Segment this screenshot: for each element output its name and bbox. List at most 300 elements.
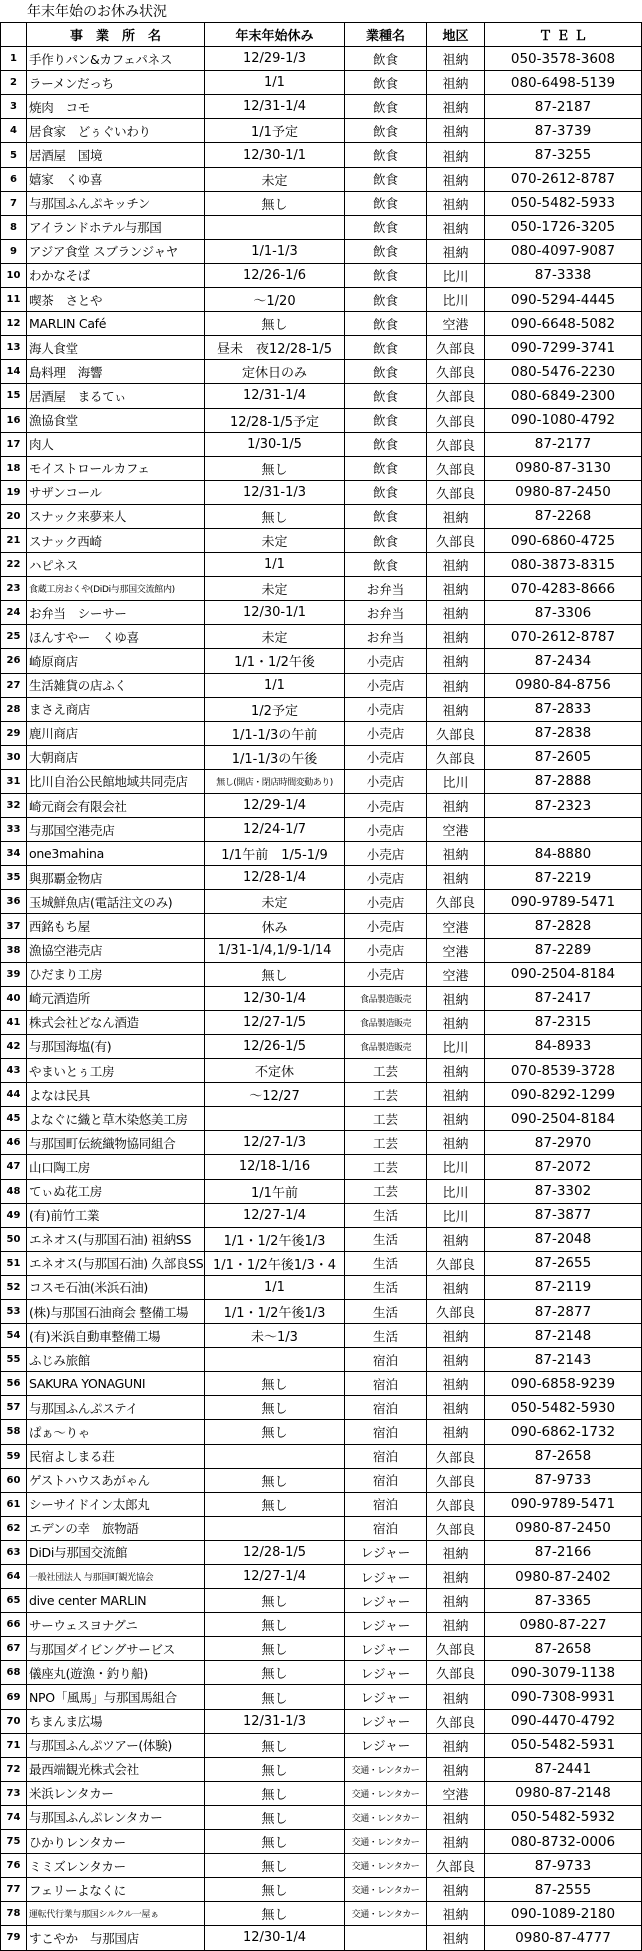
telephone-cell: 87-2119: [485, 1275, 642, 1299]
row-number-cell: 55: [1, 1348, 27, 1372]
business-name-cell: アイランドホテル与那国: [27, 215, 205, 239]
industry-cell: レジャー: [345, 1589, 427, 1613]
business-name-cell: 玉城鮮魚店(電話注文のみ): [27, 890, 205, 914]
holiday-period-cell: 無し: [205, 504, 345, 528]
area-cell: 祖納: [427, 1830, 485, 1854]
industry-cell: 宿泊: [345, 1516, 427, 1540]
table-row: [1, 1661, 642, 1685]
industry-cell: 生活: [345, 1324, 427, 1348]
telephone-cell: 090-6862-1732: [485, 1420, 642, 1444]
table-row: [1, 143, 642, 167]
table-row: [1, 697, 642, 721]
holiday-period-cell: 1/1: [205, 71, 345, 95]
telephone-cell: 090-2504-8184: [485, 1107, 642, 1131]
telephone-cell: 090-6860-4725: [485, 528, 642, 552]
row-number-cell: 15: [1, 384, 27, 408]
telephone-cell: 84-8880: [485, 842, 642, 866]
area-cell: 祖納: [427, 119, 485, 143]
table-row: [1, 794, 642, 818]
telephone-cell: 87-9733: [485, 1468, 642, 1492]
row-number-cell: 20: [1, 504, 27, 528]
telephone-cell: 87-2828: [485, 914, 642, 938]
holiday-period-cell: 無し: [205, 962, 345, 986]
table-row: [1, 1251, 642, 1275]
table-row: [1, 842, 642, 866]
business-name-cell: NPO「風馬」与那国馬組合: [27, 1685, 205, 1709]
area-cell: 祖納: [427, 1131, 485, 1155]
area-cell: 久部良: [427, 480, 485, 504]
industry-cell: 飲食: [345, 119, 427, 143]
row-number-cell: 58: [1, 1420, 27, 1444]
industry-cell: レジャー: [345, 1661, 427, 1685]
telephone-cell: 87-2877: [485, 1299, 642, 1323]
holiday-period-cell: 未定: [205, 577, 345, 601]
row-number-cell: 72: [1, 1757, 27, 1781]
area-cell: 祖納: [427, 215, 485, 239]
industry-cell: 交通・レンタカー: [345, 1830, 427, 1854]
area-cell: 久部良: [427, 360, 485, 384]
industry-cell: 飲食: [345, 239, 427, 263]
industry-cell: レジャー: [345, 1685, 427, 1709]
header-holiday: 年末年始休み: [205, 23, 345, 47]
industry-cell: 宿泊: [345, 1444, 427, 1468]
area-cell: 祖納: [427, 1565, 485, 1589]
row-number-cell: 60: [1, 1468, 27, 1492]
business-name-cell: 運転代行業与那国シルクル一屋ぁ: [27, 1902, 205, 1926]
holiday-period-cell: 無し: [205, 1468, 345, 1492]
table-row: [1, 1396, 642, 1420]
area-cell: 祖納: [427, 167, 485, 191]
telephone-cell: 0980-84-8756: [485, 673, 642, 697]
holiday-period-cell: 1/1・1/2午後1/3・4: [205, 1251, 345, 1275]
holiday-period-cell: 不定休: [205, 1059, 345, 1083]
row-number-cell: 69: [1, 1685, 27, 1709]
business-name-cell: スナック来夢来人: [27, 504, 205, 528]
row-number-cell: 74: [1, 1805, 27, 1829]
area-cell: 祖納: [427, 842, 485, 866]
telephone-cell: 090-3079-1138: [485, 1661, 642, 1685]
row-number-cell: 22: [1, 553, 27, 577]
area-cell: 空港: [427, 938, 485, 962]
business-name-cell: MARLIN Café: [27, 312, 205, 336]
industry-cell: 飲食: [345, 528, 427, 552]
area-cell: 祖納: [427, 47, 485, 71]
table-row: [1, 769, 642, 793]
industry-cell: 工芸: [345, 1155, 427, 1179]
holiday-period-cell: 12/31-1/3: [205, 480, 345, 504]
telephone-cell: 050-1726-3205: [485, 215, 642, 239]
table-row: [1, 1805, 642, 1829]
industry-cell: 飲食: [345, 143, 427, 167]
holiday-period-cell: 無し: [205, 1878, 345, 1902]
holiday-period-cell: 12/26-1/6: [205, 263, 345, 287]
business-name-cell: 一般社団法人 与那国町観光協会: [27, 1565, 205, 1589]
holiday-period-cell: 無し: [205, 1685, 345, 1709]
industry-cell: 飲食: [345, 432, 427, 456]
area-cell: 久部良: [427, 432, 485, 456]
row-number-cell: 66: [1, 1613, 27, 1637]
holiday-period-cell: 無し: [205, 312, 345, 336]
telephone-cell: 87-2605: [485, 745, 642, 769]
row-number-cell: 11: [1, 288, 27, 312]
holiday-period-cell: 12/27-1/4: [205, 1565, 345, 1589]
holiday-period-cell: 無し: [205, 1492, 345, 1516]
area-cell: 祖納: [427, 673, 485, 697]
row-number-cell: 2: [1, 71, 27, 95]
area-cell: 祖納: [427, 1227, 485, 1251]
area-cell: 祖納: [427, 1902, 485, 1926]
industry-cell: 飲食: [345, 456, 427, 480]
telephone-cell: 070-8539-3728: [485, 1059, 642, 1083]
holiday-period-cell: 1/1午前: [205, 1179, 345, 1203]
row-number-cell: 43: [1, 1059, 27, 1083]
business-name-cell: モイストロールカフェ: [27, 456, 205, 480]
holiday-period-cell: 無し: [205, 1372, 345, 1396]
telephone-cell: 090-7308-9931: [485, 1685, 642, 1709]
row-number-cell: 51: [1, 1251, 27, 1275]
industry-cell: 交通・レンタカー: [345, 1781, 427, 1805]
area-cell: 祖納: [427, 794, 485, 818]
holiday-period-cell: 12/28-1/5: [205, 1540, 345, 1564]
area-cell: 空港: [427, 818, 485, 842]
holiday-period-cell: 無し(開店・閉店時間変動あり): [205, 769, 345, 793]
business-name-cell: 最西端観光株式会社: [27, 1757, 205, 1781]
holiday-period-cell: ～1/20: [205, 288, 345, 312]
industry-cell: 宿泊: [345, 1372, 427, 1396]
table-row: [1, 1179, 642, 1203]
area-cell: 祖納: [427, 1083, 485, 1107]
holiday-period-cell: 無し: [205, 1781, 345, 1805]
telephone-cell: 080-4097-9087: [485, 239, 642, 263]
table-row: [1, 360, 642, 384]
row-number-cell: 42: [1, 1034, 27, 1058]
business-name-cell: シーサイドイン太郎丸: [27, 1492, 205, 1516]
table-row: [1, 215, 642, 239]
industry-cell: 飲食: [345, 47, 427, 71]
holiday-period-cell: 1/30-1/5: [205, 432, 345, 456]
row-number-cell: 37: [1, 914, 27, 938]
industry-cell: 小売店: [345, 769, 427, 793]
area-cell: 祖納: [427, 1589, 485, 1613]
holiday-period-cell: [205, 1348, 345, 1372]
business-name-cell: ふじみ旅館: [27, 1348, 205, 1372]
row-number-cell: 16: [1, 408, 27, 432]
industry-cell: お弁当: [345, 577, 427, 601]
row-number-cell: 17: [1, 432, 27, 456]
business-name-cell: 与那国空港売店: [27, 818, 205, 842]
row-number-cell: 63: [1, 1540, 27, 1564]
holiday-period-cell: 昼未 夜12/28-1/5: [205, 336, 345, 360]
row-number-cell: 57: [1, 1396, 27, 1420]
area-cell: 空港: [427, 914, 485, 938]
industry-cell: 飲食: [345, 263, 427, 287]
telephone-cell: 87-3255: [485, 143, 642, 167]
header-industry: 業種名: [345, 23, 427, 47]
holiday-period-cell: 1/1: [205, 1275, 345, 1299]
telephone-cell: 090-7299-3741: [485, 336, 642, 360]
holiday-period-cell: 無し: [205, 1589, 345, 1613]
table-row: [1, 1854, 642, 1878]
industry-cell: 飲食: [345, 215, 427, 239]
row-number-cell: 8: [1, 215, 27, 239]
table-row: [1, 1444, 642, 1468]
row-number-cell: 18: [1, 456, 27, 480]
table-row: [1, 577, 642, 601]
business-name-cell: まさえ商店: [27, 697, 205, 721]
industry-cell: 小売店: [345, 697, 427, 721]
holiday-period-cell: 1/1-1/3: [205, 239, 345, 263]
business-name-cell: 崎元商会有限会社: [27, 794, 205, 818]
telephone-cell: 080-8732-0006: [485, 1830, 642, 1854]
area-cell: 祖納: [427, 1348, 485, 1372]
row-number-cell: 39: [1, 962, 27, 986]
holiday-period-cell: 1/1・1/2午後: [205, 649, 345, 673]
table-row: [1, 1348, 642, 1372]
industry-cell: 小売店: [345, 866, 427, 890]
row-number-cell: 14: [1, 360, 27, 384]
table-row: [1, 480, 642, 504]
holiday-period-cell: 1/1: [205, 673, 345, 697]
telephone-cell: 0980-87-2450: [485, 1516, 642, 1540]
area-cell: 比川: [427, 263, 485, 287]
area-cell: 祖納: [427, 625, 485, 649]
industry-cell: 飲食: [345, 504, 427, 528]
row-number-cell: 64: [1, 1565, 27, 1589]
business-name-cell: ハピネス: [27, 553, 205, 577]
holiday-period-cell: 12/28-1/4: [205, 866, 345, 890]
industry-cell: 飲食: [345, 360, 427, 384]
holiday-period-cell: 1/1午前 1/5-1/9: [205, 842, 345, 866]
row-number-cell: 27: [1, 673, 27, 697]
holiday-period-cell: 12/27-1/3: [205, 1131, 345, 1155]
holiday-period-cell: 12/26-1/5: [205, 1034, 345, 1058]
area-cell: 久部良: [427, 528, 485, 552]
holiday-period-cell: 無し: [205, 1613, 345, 1637]
industry-cell: 飲食: [345, 312, 427, 336]
area-cell: 祖納: [427, 1275, 485, 1299]
table-row: [1, 1155, 642, 1179]
industry-cell: 飲食: [345, 288, 427, 312]
area-cell: 祖納: [427, 1420, 485, 1444]
holiday-period-cell: 無し: [205, 1854, 345, 1878]
row-number-cell: 65: [1, 1589, 27, 1613]
business-name-cell: エデンの幸 旅物語: [27, 1516, 205, 1540]
area-cell: 久部良: [427, 384, 485, 408]
holiday-period-cell: 1/1予定: [205, 119, 345, 143]
holiday-period-cell: 1/1・1/2午後1/3: [205, 1299, 345, 1323]
business-name-cell: ゲストハウスあがゃん: [27, 1468, 205, 1492]
holiday-period-cell: 1/1-1/3の午前: [205, 721, 345, 745]
telephone-cell: 87-3739: [485, 119, 642, 143]
telephone-cell: 0980-87-2402: [485, 1565, 642, 1589]
holiday-period-cell: 1/1・1/2午後1/3: [205, 1227, 345, 1251]
area-cell: 祖納: [427, 986, 485, 1010]
holiday-period-cell: 未定: [205, 528, 345, 552]
industry-cell: [345, 1926, 427, 1950]
table-row: [1, 504, 642, 528]
holiday-period-cell: ～12/27: [205, 1083, 345, 1107]
business-name-cell: 居酒屋 国境: [27, 143, 205, 167]
area-cell: 比川: [427, 1034, 485, 1058]
industry-cell: 宿泊: [345, 1492, 427, 1516]
page-title: 年末年始のお休み状況: [27, 4, 167, 20]
row-number-cell: 50: [1, 1227, 27, 1251]
business-name-cell: 大朝商店: [27, 745, 205, 769]
area-cell: 久部良: [427, 1468, 485, 1492]
table-row: [1, 408, 642, 432]
table-row: [1, 649, 642, 673]
row-number-cell: 10: [1, 263, 27, 287]
business-name-cell: ひかりレンタカー: [27, 1830, 205, 1854]
business-name-cell: やまいとぅ工房: [27, 1059, 205, 1083]
header-no: [1, 23, 27, 47]
business-name-cell: ラーメンだっち: [27, 71, 205, 95]
telephone-cell: 87-3302: [485, 1179, 642, 1203]
business-name-cell: ほんすやー くゆ喜: [27, 625, 205, 649]
telephone-cell: 87-2187: [485, 95, 642, 119]
business-name-cell: エネオス(与那国石油) 久部良SS: [27, 1251, 205, 1275]
business-name-cell: DiDi与那国交流館: [27, 1540, 205, 1564]
telephone-cell: 090-8292-1299: [485, 1083, 642, 1107]
industry-cell: 飲食: [345, 384, 427, 408]
business-name-cell: 与那国町伝統織物協同組合: [27, 1131, 205, 1155]
industry-cell: 飲食: [345, 191, 427, 215]
industry-cell: 工芸: [345, 1083, 427, 1107]
holiday-period-cell: 無し: [205, 1805, 345, 1829]
row-number-cell: 34: [1, 842, 27, 866]
industry-cell: 生活: [345, 1203, 427, 1227]
table-row: [1, 625, 642, 649]
telephone-cell: 070-2612-8787: [485, 167, 642, 191]
business-name-cell: ちまんま広場: [27, 1709, 205, 1733]
telephone-cell: 87-2323: [485, 794, 642, 818]
table-row: [1, 721, 642, 745]
row-number-cell: 40: [1, 986, 27, 1010]
row-number-cell: 75: [1, 1830, 27, 1854]
telephone-cell: 050-5482-5931: [485, 1733, 642, 1757]
telephone-cell: 87-3365: [485, 1589, 642, 1613]
table-row: [1, 673, 642, 697]
telephone-cell: 090-6858-9239: [485, 1372, 642, 1396]
table-row: [1, 1926, 642, 1950]
table-row: [1, 938, 642, 962]
telephone-cell: 090-2504-8184: [485, 962, 642, 986]
table-row: [1, 263, 642, 287]
table-row: [1, 1420, 642, 1444]
area-cell: 久部良: [427, 1444, 485, 1468]
industry-cell: 小売店: [345, 914, 427, 938]
industry-cell: 生活: [345, 1251, 427, 1275]
industry-cell: 交通・レンタカー: [345, 1854, 427, 1878]
holiday-period-cell: 12/30-1/4: [205, 1926, 345, 1950]
telephone-cell: [485, 818, 642, 842]
holiday-period-cell: 12/28-1/5予定: [205, 408, 345, 432]
row-number-cell: 7: [1, 191, 27, 215]
table-row: [1, 601, 642, 625]
business-name-cell: (有)米浜自動車整備工場: [27, 1324, 205, 1348]
area-cell: 祖納: [427, 1010, 485, 1034]
telephone-cell: 87-2441: [485, 1757, 642, 1781]
row-number-cell: 36: [1, 890, 27, 914]
table-row: [1, 1324, 642, 1348]
industry-cell: レジャー: [345, 1565, 427, 1589]
holiday-period-cell: 12/31-1/3: [205, 1709, 345, 1733]
table-row: [1, 1757, 642, 1781]
table-row: [1, 1203, 642, 1227]
industry-cell: 飲食: [345, 71, 427, 95]
holiday-period-cell: 無し: [205, 1661, 345, 1685]
row-number-cell: 48: [1, 1179, 27, 1203]
telephone-cell: 87-2048: [485, 1227, 642, 1251]
row-number-cell: 77: [1, 1878, 27, 1902]
table-row: [1, 71, 642, 95]
business-name-cell: サーウェスヨナグニ: [27, 1613, 205, 1637]
industry-cell: レジャー: [345, 1733, 427, 1757]
holiday-period-cell: 12/18-1/16: [205, 1155, 345, 1179]
industry-cell: 交通・レンタカー: [345, 1878, 427, 1902]
area-cell: 久部良: [427, 1251, 485, 1275]
row-number-cell: 35: [1, 866, 27, 890]
business-name-cell: 焼肉 コモ: [27, 95, 205, 119]
holiday-period-cell: 無し: [205, 1733, 345, 1757]
industry-cell: 飲食: [345, 480, 427, 504]
row-number-cell: 4: [1, 119, 27, 143]
row-number-cell: 78: [1, 1902, 27, 1926]
table-row: [1, 1902, 642, 1926]
telephone-cell: 87-2268: [485, 504, 642, 528]
area-cell: 久部良: [427, 1516, 485, 1540]
area-cell: 空港: [427, 962, 485, 986]
telephone-cell: 0980-87-227: [485, 1613, 642, 1637]
area-cell: 祖納: [427, 553, 485, 577]
industry-cell: 小売店: [345, 962, 427, 986]
business-name-cell: 生活雑貨の店ふく: [27, 673, 205, 697]
holiday-period-cell: 無し: [205, 456, 345, 480]
industry-cell: 生活: [345, 1299, 427, 1323]
area-cell: 久部良: [427, 1299, 485, 1323]
business-name-cell: dive center MARLIN: [27, 1589, 205, 1613]
industry-cell: 宿泊: [345, 1396, 427, 1420]
holiday-period-cell: [205, 1107, 345, 1131]
telephone-cell: 87-2148: [485, 1324, 642, 1348]
telephone-cell: 87-2555: [485, 1878, 642, 1902]
holiday-period-cell: 無し: [205, 1757, 345, 1781]
industry-cell: 工芸: [345, 1131, 427, 1155]
row-number-cell: 53: [1, 1299, 27, 1323]
telephone-cell: 87-3306: [485, 601, 642, 625]
industry-cell: 交通・レンタカー: [345, 1805, 427, 1829]
area-cell: 久部良: [427, 456, 485, 480]
area-cell: 久部良: [427, 890, 485, 914]
industry-cell: 小売店: [345, 938, 427, 962]
table-row: [1, 167, 642, 191]
table-row: [1, 986, 642, 1010]
table-row: [1, 1637, 642, 1661]
area-cell: 祖納: [427, 1685, 485, 1709]
telephone-cell: 87-2833: [485, 697, 642, 721]
industry-cell: 工芸: [345, 1107, 427, 1131]
row-number-cell: 28: [1, 697, 27, 721]
table-row: [1, 1468, 642, 1492]
holiday-period-cell: 12/27-1/5: [205, 1010, 345, 1034]
telephone-cell: 090-1089-2180: [485, 1902, 642, 1926]
header-name: 事 業 所 名: [27, 23, 205, 47]
telephone-cell: 87-2417: [485, 986, 642, 1010]
telephone-cell: 87-9733: [485, 1854, 642, 1878]
row-number-cell: 6: [1, 167, 27, 191]
business-name-cell: 与那国ふんぷキッチン: [27, 191, 205, 215]
area-cell: 祖納: [427, 191, 485, 215]
